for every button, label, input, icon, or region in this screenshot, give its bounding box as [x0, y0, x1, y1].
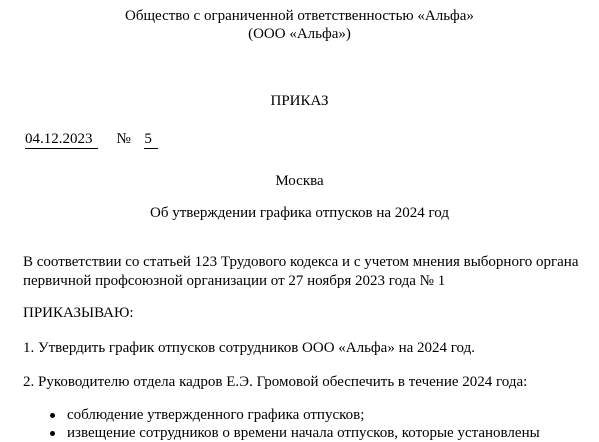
preamble-line-2: первичной профсоюзной организации от 27 ноября 2023 года № 1 — [23, 273, 446, 289]
order-date: 04.12.2023 — [25, 131, 98, 149]
order-subject: Об утверждении графика отпусков на 2024 год — [150, 205, 449, 221]
order-date-number-row — [25, 130, 158, 149]
number-sign: № — [116, 131, 131, 147]
order-item-1: 1. Утвердить график отпусков сотрудников ООО «Альфа» на 2024 год. — [23, 340, 475, 356]
bullet-item: соблюдение утвержденного графика отпусков; — [67, 407, 365, 423]
preamble-line-1: В соответствии со статьей 123 Трудового кодекса и с учетом мнения выборного органа — [23, 254, 579, 270]
document-title: ПРИКАЗ — [270, 93, 329, 109]
bullet-item: извещение сотрудников о времени начала отпусков, которые установлены — [67, 425, 540, 441]
bullet-marker — [50, 413, 55, 418]
order-item-2: 2. Руководителю отдела кадров Е.Э. Громовой обеспечить в течение 2024 года: — [23, 374, 528, 390]
order-number: 5 — [144, 131, 158, 149]
organization-short-name: (ООО «Альфа») — [248, 26, 351, 42]
bullet-marker — [50, 431, 55, 436]
organization-name: Общество с ограниченной ответственностью «Альфа» — [125, 8, 474, 24]
decree-word: ПРИКАЗЫВАЮ: — [23, 305, 134, 321]
city: Москва — [275, 173, 324, 189]
